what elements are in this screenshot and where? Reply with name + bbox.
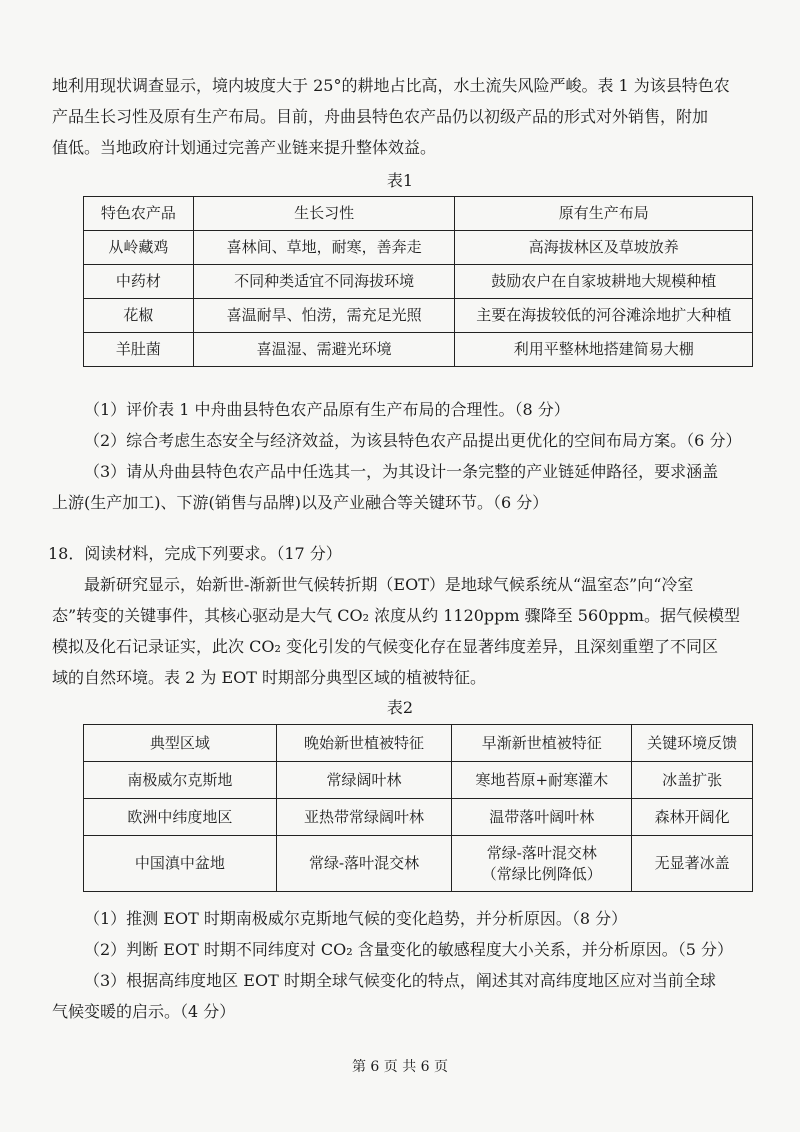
table2-caption: 表2 [386,698,414,717]
table-cell: 中药材 [84,265,194,299]
table-cell: 冰盖扩张 [632,762,753,799]
subquestion: （3）请从舟曲县特色农产品中任选其一，为其设计一条完整的产业链延伸路径，要求涵盖 [84,462,719,481]
subquestion: （1）评价表 1 中舟曲县特色农产品原有生产布局的合理性。（8 分） [84,400,570,419]
table1-header-cell: 特色农产品 [84,197,194,231]
subquestion: （2）判断 EOT 时期不同纬度对 CO₂ 含量变化的敏感程度大小关系，并分析原因。（5 分） [84,940,734,959]
subquestion: （1）推测 EOT 时期南极威尔克斯地气候的变化趋势，并分析原因。（8 分） [84,909,628,928]
table-cell: 寒地苔原+耐寒灌木 [452,762,632,799]
subquestion: （2）综合考虑生态安全与经济效益，为该县特色农产品提出更优化的空间布局方案。（6 分） [84,431,742,450]
table-cell: 羊肚菌 [84,333,194,367]
question-18 [48,538,752,693]
question-17-subitems [52,394,752,518]
page-footer: 第 6 页 共 6 页 [351,1059,449,1075]
subquestion: 上游(生产加工)、下游(销售与品牌)以及产业融合等关键环节。（6 分） [52,493,549,512]
table-row [84,762,753,799]
table-cell: 主要在海拔较低的河谷滩涂地扩大种植 [455,299,753,333]
table2 [83,724,753,892]
table-cell: 喜温湿、需避光环境 [193,333,455,367]
question-18-subitems [52,903,752,1027]
intro-line: 产品生长习性及原有生产布局。目前，舟曲县特色农产品仍以初级产品的形式对外销售，附加 [52,107,709,126]
material-line: 态”转变的关键事件，其核心驱动是大气 CO₂ 浓度从约 1120ppm 骤降至 560ppm。据气候模型 [52,606,740,625]
table-cell: 喜温耐旱、怕涝，需充足光照 [193,299,455,333]
table-cell: 不同种类适宜不同海拔环境 [193,265,455,299]
intro-line: 值低。当地政府计划通过完善产业链来提升整体效益。 [52,138,437,157]
table2-header-cell: 关键环境反馈 [632,725,753,762]
table-cell: 高海拔林区及草坡放养 [455,231,753,265]
table2-header-row [84,725,753,762]
intro-line: 地利用现状调查显示，境内坡度大于 25°的耕地占比高，水土流失风险严峻。表 1 为该县特色农 [52,76,730,95]
table-row [84,836,753,892]
subquestion: （3）根据高纬度地区 EOT 时期全球气候变化的特点，阐述其对高纬度地区应对当前全球 [84,971,716,990]
table2-header-cell: 典型区域 [84,725,277,762]
table-cell: 鼓励农户在自家坡耕地大规模种植 [455,265,753,299]
table1-header-cell: 原有生产布局 [455,197,753,231]
table-cell: 亚热带常绿阔叶林 [276,799,452,836]
table-cell: 利用平整林地搭建简易大棚 [455,333,753,367]
table-cell: 花椒 [84,299,194,333]
table1-header-cell: 生长习性 [193,197,455,231]
table1 [83,196,753,367]
intro-paragraph [52,70,752,163]
table1-header-row [84,197,753,231]
material-line: 域的自然环境。表 2 为 EOT 时期部分典型区域的植被特征。 [52,668,486,687]
table-cell: 常绿-落叶混交林 [276,836,452,892]
table-cell: 欧洲中纬度地区 [84,799,277,836]
table-cell: 森林开阔化 [632,799,753,836]
table-row [84,299,753,333]
material-line: 最新研究显示，始新世-渐新世气候转折期（EOT）是地球气候系统从“温室态”向“冷室 [84,575,694,594]
table-row [84,333,753,367]
table-cell: 喜林间、草地，耐寒，善奔走 [193,231,455,265]
table-cell: 常绿阔叶林 [276,762,452,799]
table-cell: 南极威尔克斯地 [84,762,277,799]
table1-caption: 表1 [386,171,414,190]
table-row [84,231,753,265]
table2-header-cell: 晚始新世植被特征 [276,725,452,762]
table-row [84,265,753,299]
subquestion: 气候变暖的启示。（4 分） [52,1002,236,1021]
table-cell: 从岭藏鸡 [84,231,194,265]
table2-header-cell: 早渐新世植被特征 [452,725,632,762]
table-cell: 温带落叶阔叶林 [452,799,632,836]
question-title: 18．阅读材料，完成下列要求。（17 分） [48,544,342,563]
table-row [84,799,753,836]
table-cell: 中国滇中盆地 [84,836,277,892]
table-cell: 常绿-落叶混交林 （常绿比例降低） [452,836,632,892]
material-line: 模拟及化石记录证实，此次 CO₂ 变化引发的气候变化存在显著纬度差异，且深刻重塑了不同区 [52,637,718,656]
table-cell: 无显著冰盖 [632,836,753,892]
